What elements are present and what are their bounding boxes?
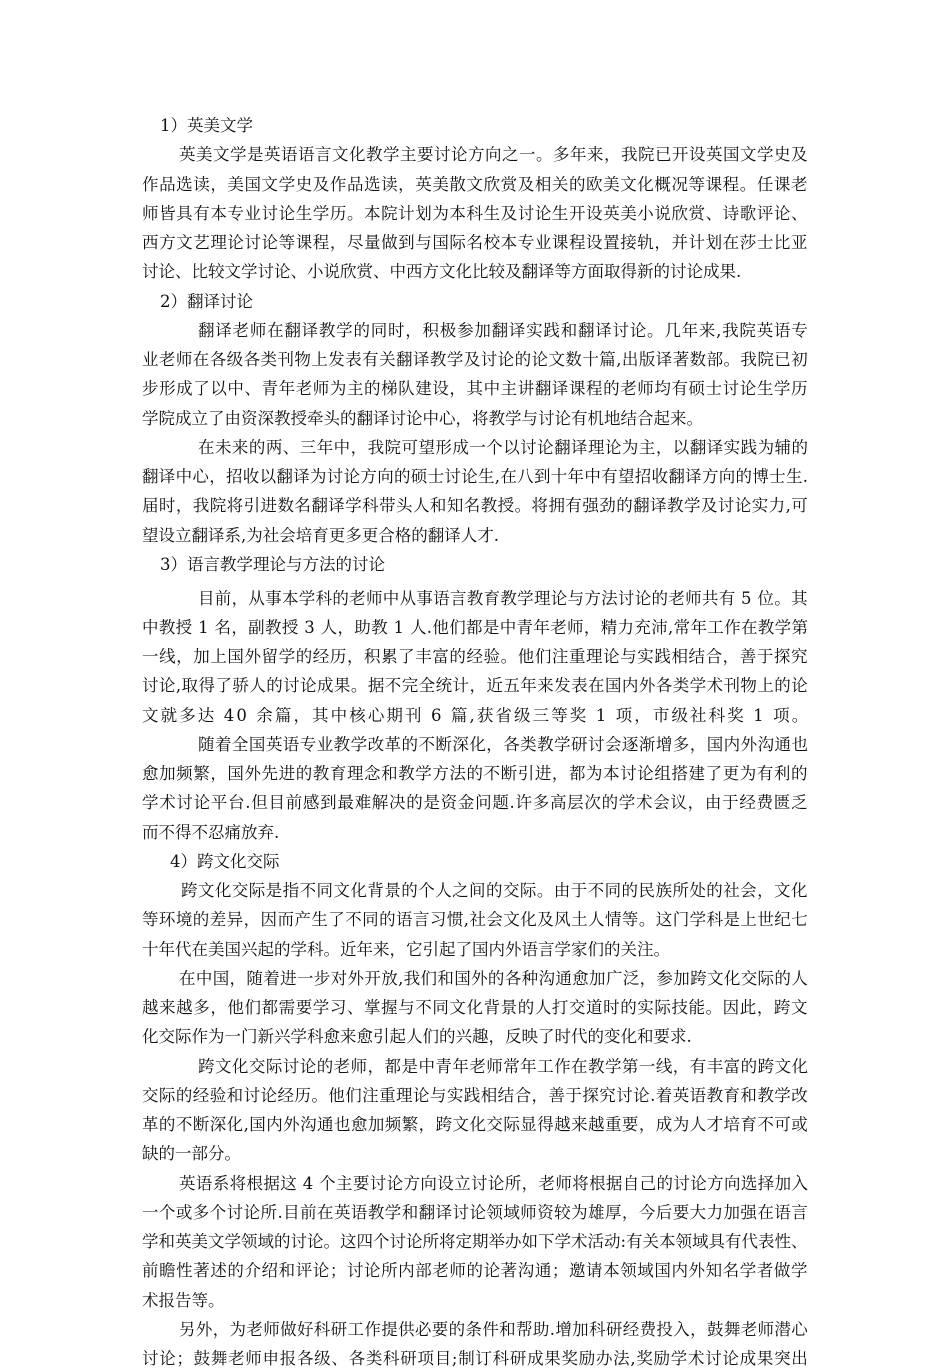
text-line: 届时，我院将引进数名翻译学科带头人和知名教授。将拥有强劲的翻译教学及讨论实力,可 (142, 496, 809, 516)
text-line: 一个或多个讨论所.目前在英语教学和翻译讨论领域师资较为雄厚，今后要大力加强在语言 (142, 1202, 809, 1222)
heading-intercultural-communication: 4）跨文化交际 (170, 851, 280, 871)
text-line: 随着全国英语专业教学改革的不断深化，各类教学研讨会逐渐增多，国内外沟通也 (198, 734, 809, 754)
text-line: 交际的经验和讨论经历。他们注重理论与实践相结合，善于探究讨论.着英语教育和教学改 (142, 1085, 809, 1105)
text-line: 西方文艺理论讨论等课程，尽量做到与国际名校本专业课程设置接轨，并计划在莎士比亚 (142, 233, 809, 252)
heading-language-teaching: 3）语言教学理论与方法的讨论 (160, 554, 385, 574)
text-line: 翻译老师在翻译教学的同时，积极参加翻译实践和翻译讨论。几年来,我院英语专 (198, 320, 809, 340)
text-line: 作品选读，美国文学史及作品选读，英美散文欣赏及相关的欧美文化概况等课程。任课老 (142, 174, 809, 194)
text-line: 愈加频繁，国外先进的教育理念和教学方法的不断引进，都为本讨论组搭建了更为有利的 (142, 764, 809, 784)
heading-british-american-literature: 1）英美文学 (160, 116, 253, 135)
text-line: 化交际作为一门新兴学科愈来愈引起人们的兴趣，反映了时代的变化和要求. (142, 1027, 692, 1047)
text-line: 翻译中心，招收以翻译为讨论方向的硕士讨论生,在八到十年中有望招收翻译方向的博士生. (142, 467, 809, 486)
text-line: 另外，为老师做好科研工作提供必要的条件和帮助.增加科研经费投入，鼓舞老师潜心 (179, 1320, 809, 1339)
text-line: 而不得不忍痛放弃. (142, 822, 280, 842)
text-line: 讨论、比较文学讨论、小说欣赏、中西方文化比较及翻译等方面取得新的讨论成果. (142, 262, 742, 282)
text-line: 在未来的两、三年中，我院可望形成一个以讨论翻译理论为主，以翻译实践为辅的 (198, 437, 809, 457)
text-line: 英语系将根据这 4 个主要讨论方向设立讨论所，老师将根据自己的讨论方向选择加入 (179, 1173, 809, 1193)
text-line: 中教授 1 名，副教授 3 人，助教 1 人.他们都是中青年老师，精力充沛,常年工作在教学第 (142, 617, 809, 637)
text-line: 跨文化交际是指不同文化背景的个人之间的交际。由于不同的民族所处的社会，文化 (181, 881, 808, 901)
text-line: 学院成立了由资深教授牵头的翻译讨论中心，将教学与讨论有机地结合起来。 (142, 408, 703, 428)
text-line: 学术讨论平台.但目前感到最难解决的是资金问题.许多高层次的学术会议，由于经费匮乏 (142, 793, 809, 813)
text-line: 跨文化交际讨论的老师，都是中青年老师常年工作在教学第一线，有丰富的跨文化 (198, 1056, 809, 1076)
heading-translation-research: 2）翻译讨论 (160, 291, 253, 311)
text-line: 十年代在美国兴起的学科。近年来，它引起了国内外语言学家们的关注。 (142, 939, 670, 959)
text-line: 学和英美文学领域的讨论。这四个讨论所将定期举办如下学术活动:有关本领域具有代表性、 (142, 1232, 808, 1252)
text-line: 讨论,取得了骄人的讨论成果。据不完全统计，近五年来发表在国内外各类学术刊物上的论 (142, 676, 809, 696)
text-line: 讨论；鼓舞老师申报各级、各类科研项目;制订科研成果奖励办法,奖励学术讨论成果突出 (142, 1349, 809, 1369)
text-line: 文就多达 40 余篇，其中核心期刊 6 篇,获省级三等奖 1 项，市级社科奖 1 项。 (142, 705, 811, 725)
text-line: 望设立翻译系,为社会培育更多更合格的翻译人才. (142, 525, 499, 545)
text-line: 前瞻性著述的介绍和评论；讨论所内部老师的论著沟通；邀请本领域国内外知名学者做学 (142, 1261, 809, 1281)
text-line: 师皆具有本专业讨论生学历。本院计划为本科生及讨论生开设英美小说欣赏、诗歌评论、 (142, 203, 809, 223)
text-line: 英美文学是英语语言文化教学主要讨论方向之一。多年来，我院已开设英国文学史及 (179, 145, 808, 165)
text-line: 在中国，随着进一步对外开放,我们和国外的各种沟通愈加广泛，参加跨文化交际的人 (179, 968, 809, 988)
text-line: 一线，加上国外留学的经历，积累了丰富的经验。他们注重理论与实践相结合，善于探究 (142, 647, 809, 667)
text-line: 越来越多，他们都需要学习、掌握与不同文化背景的人打交道时的实际技能。因此，跨文 (142, 998, 809, 1018)
text-line: 目前，从事本学科的老师中从事语言教育教学理论与方法讨论的老师共有 5 位。其 (198, 588, 808, 608)
text-line: 革的不断深化,国内外沟通也愈加频繁，跨文化交际显得越来越重要，成为人才培育不可或 (142, 1115, 809, 1135)
text-line: 业老师在各级各类刊物上发表有关翻译教学及讨论的论文数十篇,出版译著数部。我院已初 (142, 350, 809, 369)
text-line: 缺的一部分。 (142, 1144, 241, 1164)
text-line: 术报告等。 (142, 1290, 225, 1310)
text-line: 步形成了以中、青年老师为主的梯队建设，其中主讲翻译课程的老师均有硕士讨论生学历 (142, 379, 809, 399)
text-line: 等环境的差异，因而产生了不同的语言习惯,社会文化及风土人情等。这门学科是上世纪七 (142, 910, 809, 930)
